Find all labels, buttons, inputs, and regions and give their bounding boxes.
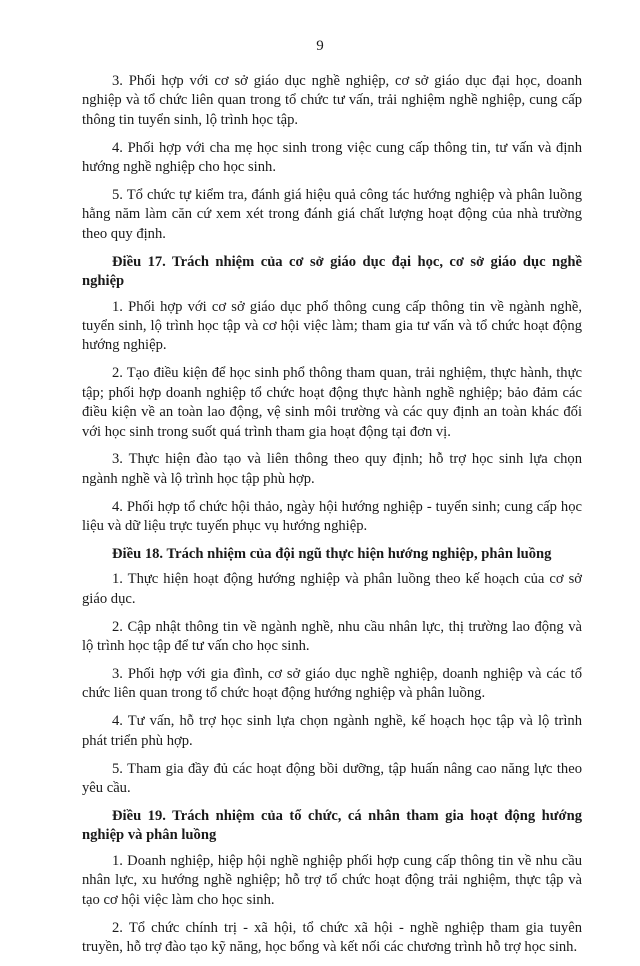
paragraph: 4. Tư vấn, hỗ trợ học sinh lựa chọn ngành nghề, kế hoạch học tập và lộ trình phát triển phù hợp. — [82, 713, 582, 749]
article-heading: Điều 17. Trách nhiệm của cơ sở giáo dục đại học, cơ sở giáo dục nghề nghiệp — [82, 253, 582, 290]
paragraph: 3. Phối hợp với gia đình, cơ sở giáo dục nghề nghiệp, doanh nghiệp và các tổ chức liên quan trong tổ chức hoạt động hướng nghiệp và phân luồng. — [82, 666, 582, 702]
paragraph: 5. Tham gia đầy đủ các hoạt động bồi dưỡng, tập huấn nâng cao năng lực theo yêu cầu. — [82, 760, 582, 797]
paragraph: 2. Cập nhật thông tin về ngành nghề, nhu cầu nhân lực, thị trường lao động và lộ trình học tập để tư vấn cho học sinh. — [82, 618, 582, 655]
paragraph: 4. Phối hợp với cha mẹ học sinh trong việc cung cấp thông tin, tư vấn và định hướng nghề nghiệp cho học sinh. — [82, 139, 582, 176]
paragraph: 4. Phối hợp tổ chức hội thảo, ngày hội hướng nghiệp - tuyển sinh; cung cấp học liệu và dữ liệu trực tuyến phục vụ hướng nghiệp. — [82, 498, 582, 535]
paragraph: 2. Tạo điều kiện để học sinh phổ thông tham quan, trải nghiệm, thực hành, thực tập; phối hợp doanh nghiệp tổ chức hoạt động thực hành nghề nghiệp; bảo đảm các điều kiện về an toàn lao động, vệ sinh môi trường và các quy định an toàn khác đối với học sinh trong suốt quá trình tham gia hoạt động tại đơn vị. — [82, 365, 582, 440]
document-body — [82, 72, 582, 966]
paragraph: 1. Phối hợp với cơ sở giáo dục phổ thông cung cấp thông tin về ngành nghề, tuyển sinh, lộ trình học tập và cơ hội việc làm; tham gia tư vấn và tổ chức hoạt động hướng nghiệp. — [82, 298, 582, 354]
paragraph: 5. Tổ chức tự kiểm tra, đánh giá hiệu quả công tác hướng nghiệp và phân luồng hằng năm làm căn cứ xem xét trong đánh giá chất lượng hoạt động của nhà trường theo quy định. — [82, 187, 582, 242]
paragraph: 3. Phối hợp với cơ sở giáo dục nghề nghiệp, cơ sở giáo dục đại học, doanh nghiệp và tổ chức liên quan trong tổ chức tư vấn, trải nghiệm nghề nghiệp, cung cấp thông tin tuyển sinh, lộ trình học tập. — [82, 73, 582, 128]
paragraph: 3. Thực hiện đào tạo và liên thông theo quy định; hỗ trợ học sinh lựa chọn ngành nghề và lộ trình học tập phù hợp. — [82, 451, 582, 487]
paragraph: 1. Thực hiện hoạt động hướng nghiệp và phân luồng theo kế hoạch của cơ sở giáo dục. — [82, 571, 582, 607]
page-number: 9 — [316, 38, 324, 54]
article-heading: Điều 19. Trách nhiệm của tổ chức, cá nhân tham gia hoạt động hướng nghiệp và phân luồng — [82, 808, 582, 844]
paragraph: 1. Doanh nghiệp, hiệp hội nghề nghiệp phối hợp cung cấp thông tin về nhu cầu nhân lực, xu hướng nghề nghiệp; hỗ trợ tổ chức hoạt động trải nghiệm, thực tập và tạo cơ hội việc làm cho học sinh. — [82, 852, 582, 908]
article-heading: Điều 18. Trách nhiệm của đội ngũ thực hiện hướng nghiệp, phân luồng — [112, 546, 552, 563]
paragraph: 2. Tổ chức chính trị - xã hội, tổ chức xã hội - nghề nghiệp tham gia tuyên truyền, hỗ trợ đào tạo kỹ năng, học bổng và kết nối các chương trình hỗ trợ học sinh. — [82, 919, 582, 955]
